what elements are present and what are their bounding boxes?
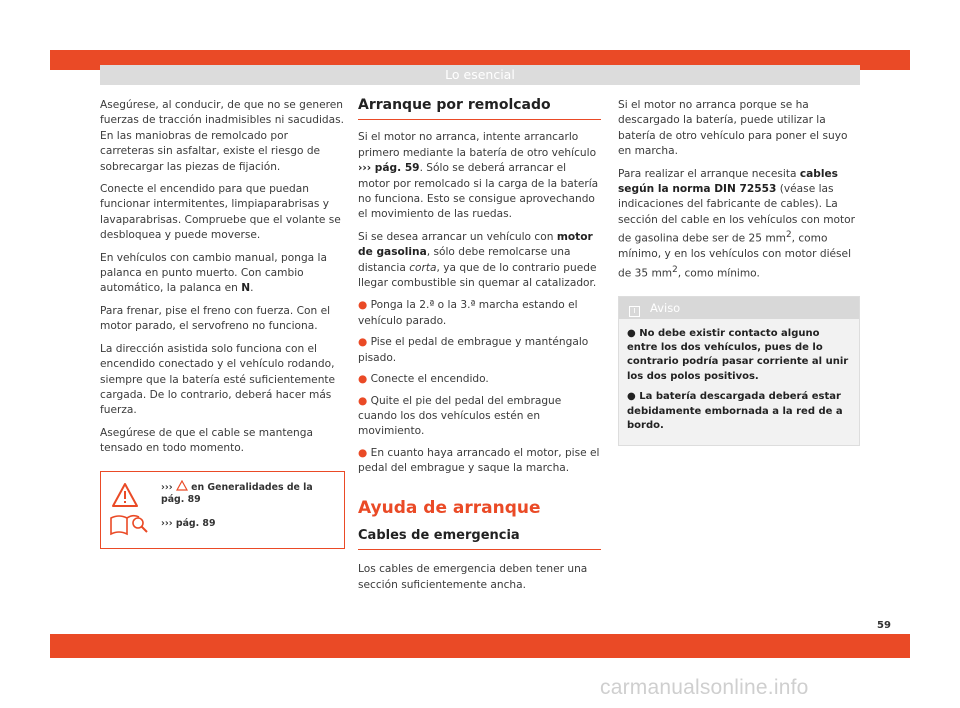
paragraph-text: . Sólo se deberá arrancar el motor por remolcado si la carga de la batería no funciona. Esto se consigue aprovechando el movimiento de las ruedas. <box>358 162 599 221</box>
list-item <box>358 394 601 440</box>
bullet-dot-icon: ● <box>358 299 368 312</box>
paragraph: Conecte el encendido para que puedan funcionar intermitentes, limpiaparabrisas y lavaparabrisas. Compruebe que el volante se desbloquea y puede moverse. <box>100 183 341 242</box>
list-item <box>358 372 601 387</box>
paragraph-text: . <box>250 282 254 295</box>
superscript: 2 <box>786 230 792 241</box>
reference-warning[interactable] <box>161 480 331 506</box>
reference-text: en Generalidades de la pág. 89 <box>161 481 313 505</box>
section-heading: Arranque por remolcado <box>358 98 601 120</box>
paragraph <box>100 251 345 297</box>
notice-body <box>619 319 859 446</box>
paragraph-text: (véase las indicaciones del fabricante de cables). La sección del cable en los vehículos con motor de gasolina debe ser de 25 mm <box>618 183 855 245</box>
paragraph-text: , ya que de lo contrario puede llegar combustible sin quemar al catalizador. <box>358 261 597 290</box>
italic-text: corta <box>409 261 437 274</box>
list-item-text: Ponga la 2.ª o la 3.ª marcha estando el vehículo parado. <box>358 299 578 327</box>
chapter-section-title: Ayuda de arranque <box>358 497 541 518</box>
list-item <box>627 327 851 385</box>
reference-page[interactable]: ››› pág. 89 <box>161 517 216 529</box>
paragraph: Asegúrese, al conducir, de que no se generen fuerzas de tracción inadmisibles ni sacudidas. En las maniobras de remolcado por carreteras sin asfaltar, existe el riesgo de sobrecargar las piezas de fijación. <box>100 99 345 173</box>
emphasis-text: cables según la norma DIN 72553 <box>618 167 838 196</box>
paragraph-text: , como mínimo, y en los vehículos con motor diésel de 35 mm <box>618 232 852 280</box>
cross-reference-box <box>100 471 345 549</box>
list-item-text: No debe existir contacto alguno entre los dos vehículos, pues de lo contrario podría pasar corriente al unir los dos polos positivos. <box>627 327 849 382</box>
paragraph <box>358 130 601 222</box>
list-item-text: Conecte el encendido. <box>370 373 489 386</box>
paragraph: Si el motor no arranca porque se ha descargado la batería, puede utilizar la batería de otro vehículo para poner el suyo en marcha. <box>618 99 848 158</box>
gear-position-n: N <box>241 282 251 295</box>
bullet-dot-icon: ● <box>627 391 636 403</box>
paragraph-text: Si el motor no arranca, intente arrancarlo primero mediante la batería de otro vehículo <box>358 131 597 159</box>
info-icon: i <box>629 306 640 317</box>
column-left <box>100 98 345 549</box>
paragraph: Asegúrese de que el cable se mantenga tensado en todo momento. <box>100 426 313 455</box>
paragraph <box>618 167 860 282</box>
list-item <box>358 446 601 477</box>
small-warning-icon <box>176 480 188 491</box>
book-magnifier-icon <box>109 512 149 540</box>
bullet-dot-icon: ● <box>358 373 368 386</box>
paragraph-text: Para realizar el arranque necesita <box>618 167 800 180</box>
paragraph-text: Si se desea arrancar un vehículo con <box>358 230 557 243</box>
paragraph <box>358 230 601 292</box>
notice-header <box>619 297 859 319</box>
bullet-list <box>358 298 601 476</box>
column-middle <box>358 98 601 600</box>
chapter-title: Lo esencial <box>445 67 515 82</box>
superscript: 2 <box>672 264 678 275</box>
chapter-header <box>100 65 860 85</box>
list-item-text: En cuanto haya arrancado el motor, pise el pedal del embrague y saque la marcha. <box>358 446 600 475</box>
bullet-dot-icon: ● <box>358 336 368 349</box>
paragraph-text: , como mínimo. <box>677 267 760 280</box>
column-right <box>618 98 860 446</box>
bullet-dot-icon: ● <box>627 327 636 339</box>
emphasis-text: motor de gasolina <box>358 230 593 259</box>
list-item-text: Pise el pedal de embrague y manténgalo pisado. <box>358 336 589 364</box>
watermark: carmanualsonline.info <box>600 676 809 699</box>
reference-arrow: ››› <box>161 481 173 493</box>
list-item <box>358 335 601 366</box>
page-number: 59 <box>877 620 891 631</box>
paragraph: Para frenar, pise el freno con fuerza. Con el motor parado, el servofreno no funciona. <box>100 304 331 333</box>
notice-title: Aviso <box>650 300 681 315</box>
subsection-heading: Cables de emergencia <box>358 528 601 550</box>
bullet-dot-icon: ● <box>358 394 368 407</box>
list-item-text: La batería descargada deberá estar debidamente embornada a la red de a bordo. <box>627 391 843 431</box>
list-item <box>627 390 851 433</box>
list-item <box>358 298 601 329</box>
page-reference-link[interactable]: ››› pág. 59 <box>358 162 420 175</box>
notice-box <box>618 296 860 447</box>
bullet-dot-icon: ● <box>358 446 368 459</box>
list-item-text: Quite el pie del pedal del embrague cuando los dos vehículos estén en movimiento. <box>358 394 562 438</box>
paragraph: Los cables de emergencia deben tener una sección suficientemente ancha. <box>358 563 588 591</box>
paragraph: La dirección asistida solo funciona con el encendido conectado y el vehículo rodando, siempre que la batería esté suficientemente cargada. De lo contrario, deberá hacer más fuerza. <box>100 342 336 417</box>
paragraph-text: En vehículos con cambio manual, ponga la palanca en punto muerto. Con cambio automático, la palanca en <box>100 251 327 295</box>
warning-triangle-icon <box>111 482 139 512</box>
paragraph-text: , sólo debe remolcarse una distancia <box>358 246 571 274</box>
